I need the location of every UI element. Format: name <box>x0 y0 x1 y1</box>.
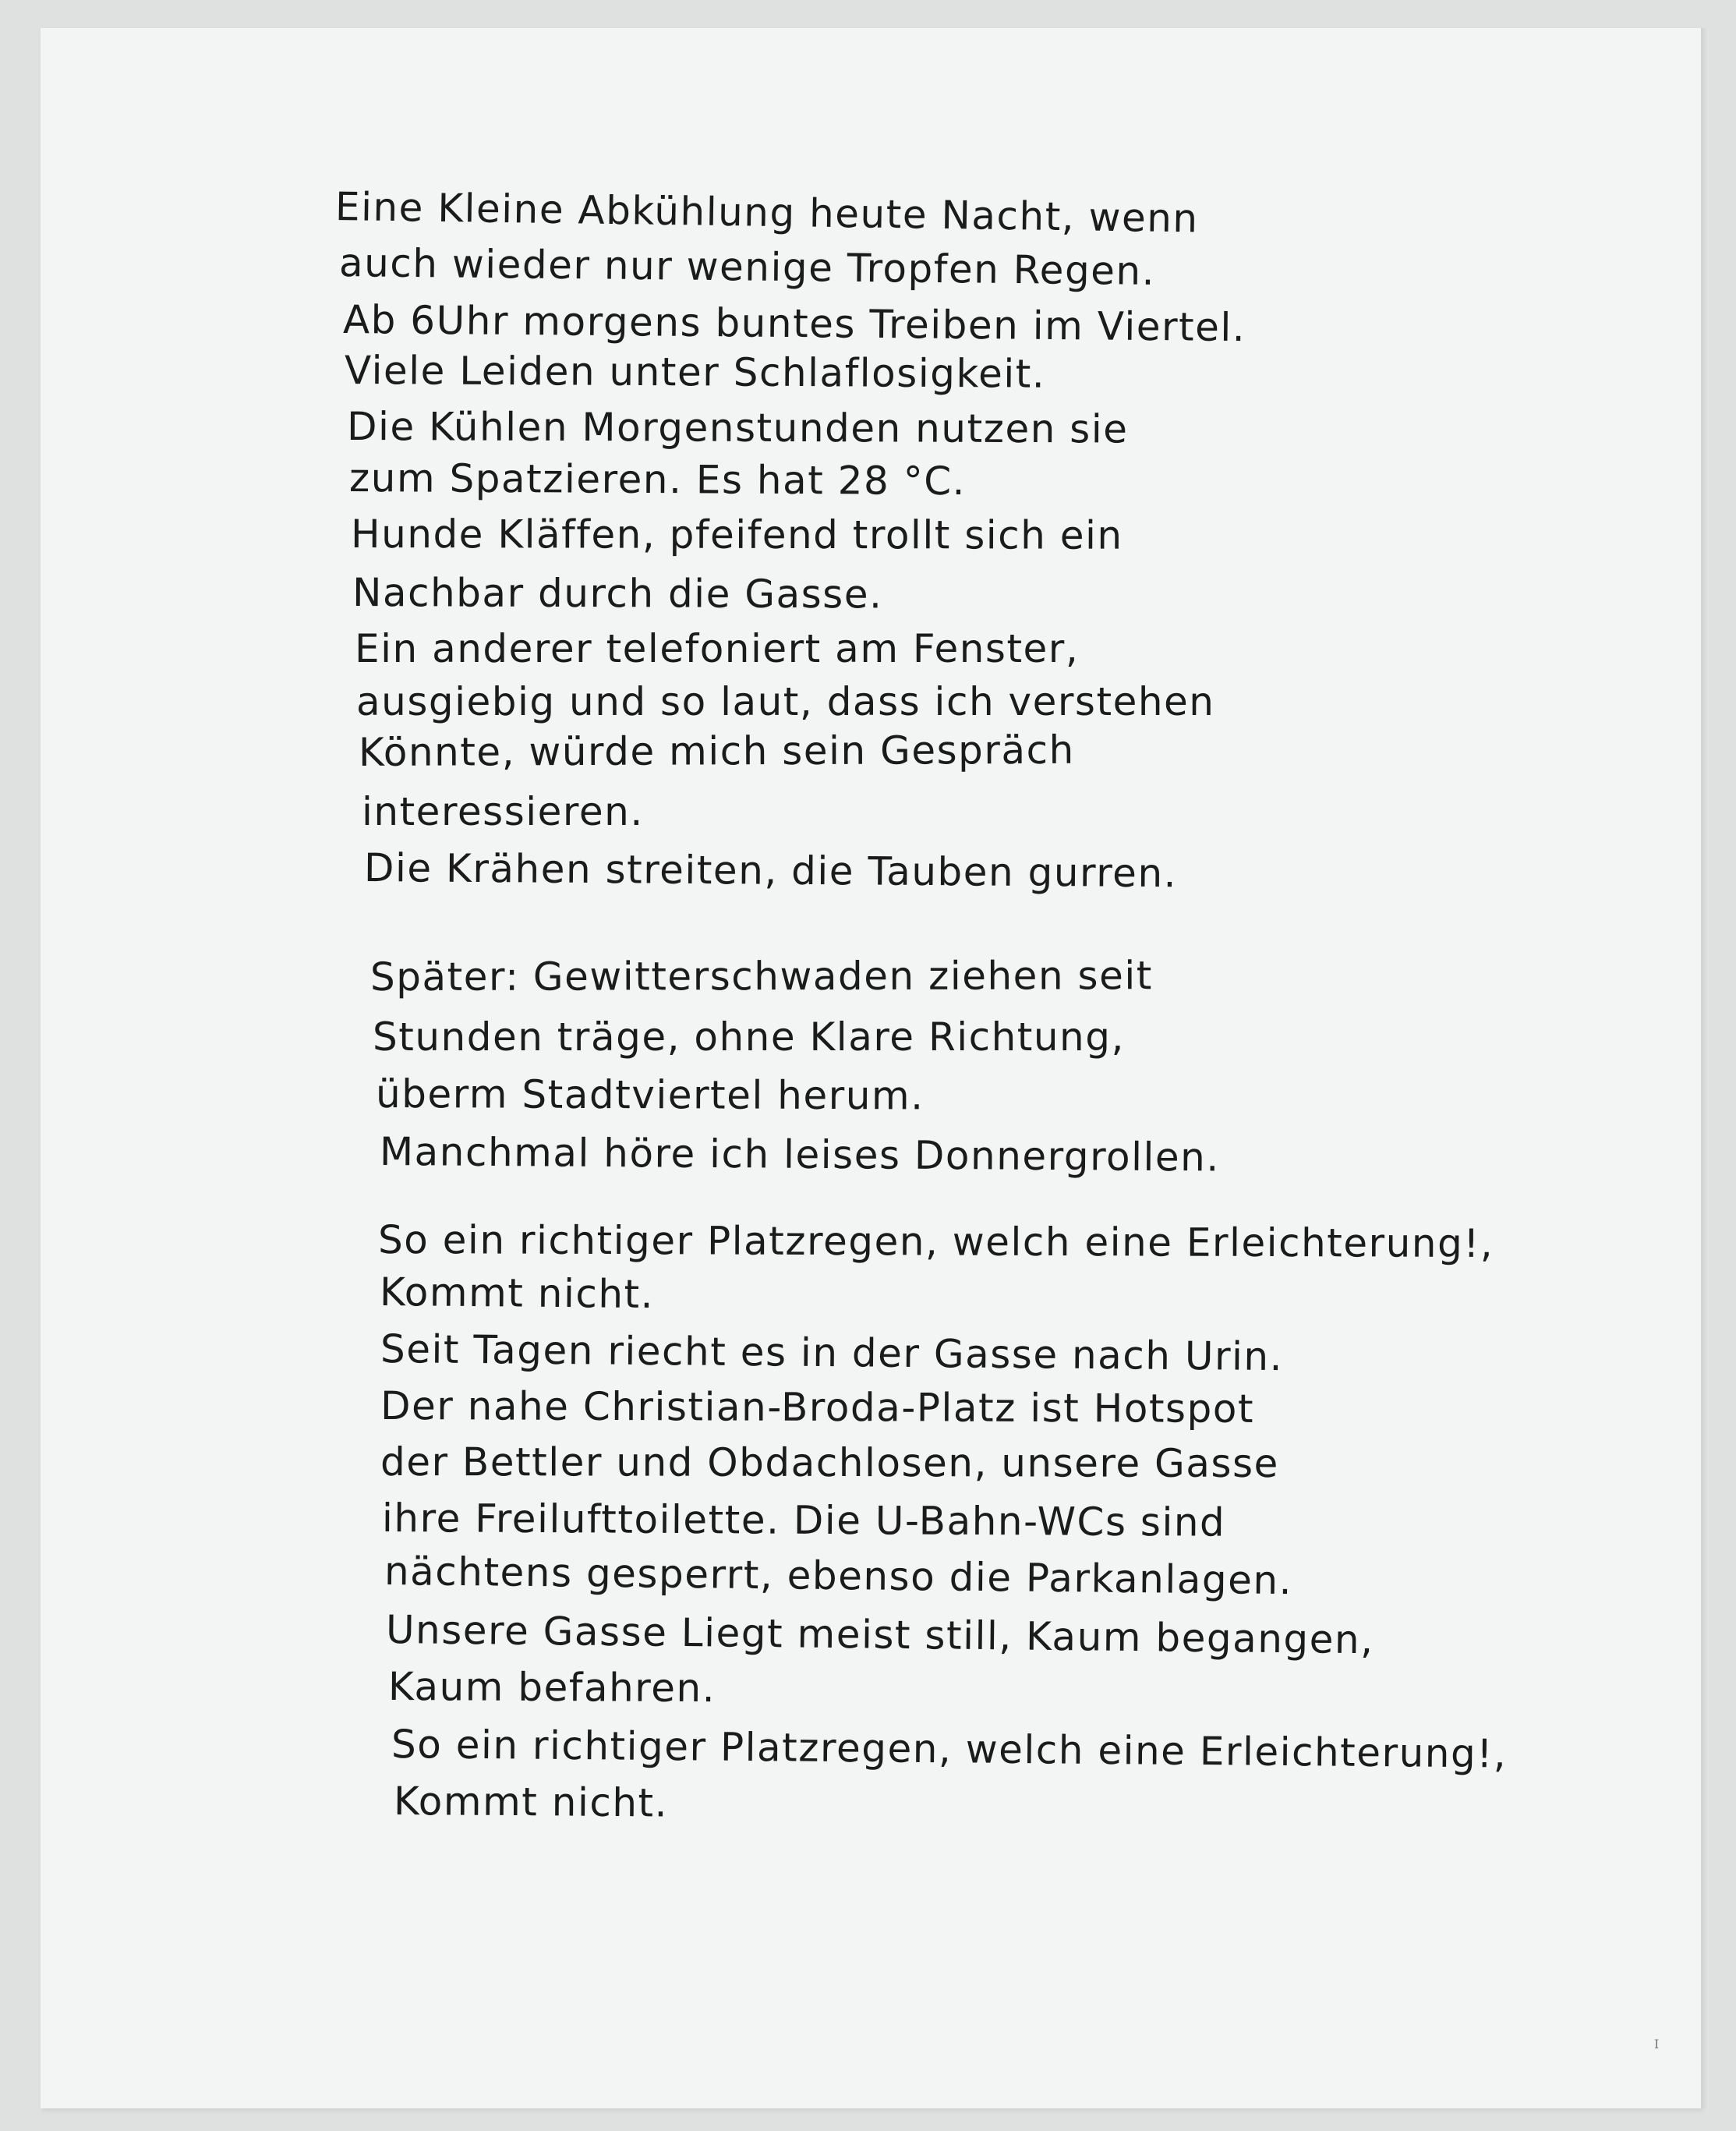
manuscript-line: Ab 6Uhr morgens buntes Treiben im Viertel. <box>342 297 1246 351</box>
manuscript-line: Nachbar durch die Gasse. <box>352 570 883 618</box>
manuscript-line: ausgiebig und so laut, dass ich verstehen <box>356 679 1215 724</box>
manuscript-line: nächtens gesperrt, ebenso die Parkanlagen. <box>384 1549 1293 1604</box>
paper-edge <box>1701 28 1709 2108</box>
manuscript-line: Ein anderer telefoniert am Fenster, <box>355 626 1080 671</box>
manuscript-line: auch wieder nur wenige Tropfen Regen. <box>338 240 1156 294</box>
page-number: I <box>1654 2037 1660 2051</box>
manuscript-line: Hunde Kläffen, pfeifend trollt sich ein <box>350 512 1123 558</box>
manuscript-line: Könnte, würde mich sein Gespräch <box>358 727 1075 775</box>
manuscript-line: Die Krähen streiten, die Tauben gurren. <box>363 845 1178 897</box>
manuscript-line: Der nahe Christian-Broda-Platz ist Hotspot <box>380 1383 1255 1432</box>
manuscript-line: der Bettler und Obdachlosen, unsere Gasse <box>380 1439 1279 1487</box>
manuscript-line: Manchmal höre ich leises Donnergrollen. <box>379 1129 1220 1181</box>
manuscript-line: ihre Freilufttoilette. Die U-Bahn-WCs sind <box>381 1496 1226 1545</box>
manuscript-line: Später: Gewitterschwaden ziehen seit <box>369 953 1153 1000</box>
manuscript-line: überm Stadtviertel herum. <box>375 1071 925 1119</box>
manuscript-line: Kaum befahren. <box>387 1664 716 1712</box>
manuscript-line: Viele Leiden unter Schlaflosigkeit. <box>344 348 1046 397</box>
manuscript-line: Eine Kleine Abkühlung heute Nacht, wenn <box>334 184 1199 242</box>
manuscript-line: Die Kühlen Morgenstunden nutzen sie <box>346 404 1129 452</box>
manuscript-line: zum Spatzieren. Es hat 28 °C. <box>348 455 967 504</box>
manuscript-line: Kommt nicht. <box>379 1269 655 1318</box>
manuscript-line: Stunden träge, ohne Klare Richtung, <box>373 1014 1125 1060</box>
manuscript-line: Kommt nicht. <box>393 1779 669 1826</box>
manuscript-line: interessieren. <box>362 789 644 834</box>
manuscript-line: Unsere Gasse Liegt meist still, Kaum begangen, <box>385 1607 1374 1663</box>
manuscript-line: So ein richtiger Platzregen, welch eine Erleichterung!, <box>391 1722 1508 1777</box>
manuscript-line: Seit Tagen riecht es in der Gasse nach Urin. <box>380 1326 1284 1380</box>
manuscript-line: So ein richtiger Platzregen, welch eine Erleichterung!, <box>377 1217 1494 1266</box>
